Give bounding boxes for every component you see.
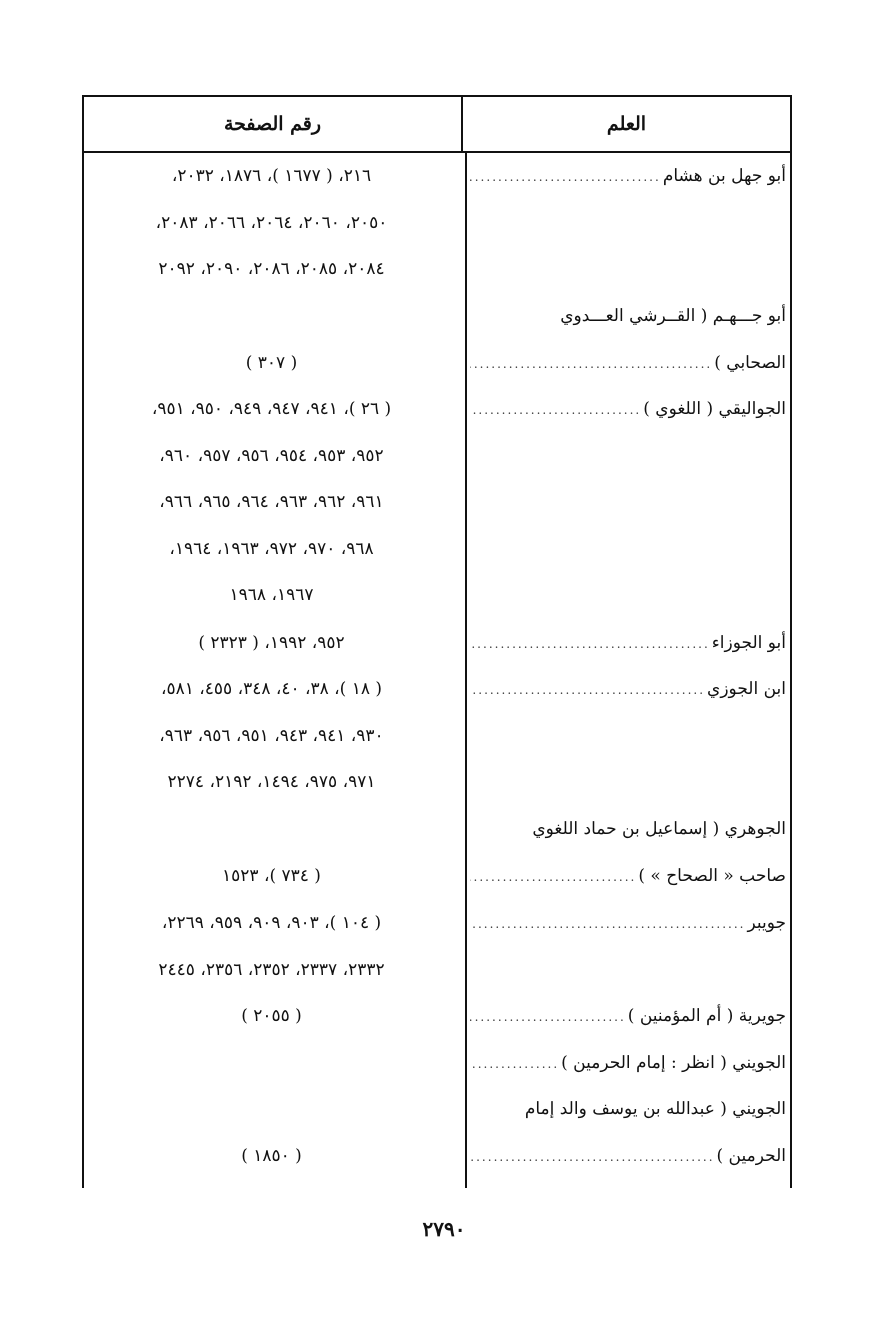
entry-pages-line: ٩٥٢، ٩٥٣، ٩٥٤، ٩٥٦، ٩٥٧، ٩٦٠، <box>159 445 384 466</box>
entry-pages-line: ٩٦٨، ٩٧٠، ٩٧٢، ١٩٦٣، ١٩٦٤، <box>169 538 374 559</box>
entry-name <box>470 1086 786 1180</box>
entry-pages <box>84 666 459 806</box>
entry-pages-line: ٢٣٣٢، ٢٣٣٧، ٢٣٥٢، ٢٣٥٦، ٢٤٤٥ <box>158 959 385 980</box>
entry-pages-line: ٢١٦، ( ١٦٧٧ )، ١٨٧٦، ٢٠٣٢، <box>171 166 372 186</box>
entry-name-line: الصحابي ) <box>714 352 786 373</box>
header-name: العلم <box>606 113 647 135</box>
leader-dots <box>470 667 705 714</box>
entry-pages-line: ( ٢٦ )، ٩٤١، ٩٤٧، ٩٤٩، ٩٥٠، ٩٥١، <box>151 399 392 419</box>
entry-pages <box>84 386 459 619</box>
entry-name-line: الجوهري ( إسماعيل بن حماد اللغوي <box>532 819 786 839</box>
entry-name-line: أبو جـــهـم ( القــرشي العـــدوي <box>560 306 786 326</box>
leader-dots <box>470 854 636 901</box>
entry-name <box>470 900 786 948</box>
entry-pages <box>84 993 459 1040</box>
leader-dots <box>470 994 626 1041</box>
entry-name-line: صاحب « الصحاح » ) <box>638 865 786 886</box>
table-header <box>82 95 792 153</box>
entry-pages-line: ٢٠٨٤، ٢٠٨٥، ٢٠٨٦، ٢٠٩٠، ٢٠٩٢ <box>158 259 385 279</box>
entry-name <box>470 153 786 201</box>
entry-name-line: الحرمين ) <box>716 1145 786 1166</box>
leader-dots <box>470 1134 715 1181</box>
entry-name-line: جويبر <box>747 913 786 933</box>
entry-name <box>470 620 786 668</box>
entry-pages-line <box>84 806 459 853</box>
leader-dots <box>470 621 710 668</box>
entry-name <box>470 806 786 900</box>
entry-name-line: الجويني ( انظر : إمام الحرمين ) <box>561 1053 786 1073</box>
entry-pages <box>84 806 459 899</box>
entry-name-line: الجويني ( عبدالله بن يوسف والد إمام <box>524 1099 786 1119</box>
entry-pages-line: ( ١٨ )، ٣٨، ٤٠، ٣٤٨، ٤٥٥، ٥٨١، <box>160 679 383 699</box>
entry-name-line: أبو الجوزاء <box>711 633 786 653</box>
leader-dots <box>470 1041 559 1088</box>
leader-dots <box>470 341 712 388</box>
entry-pages <box>84 293 459 386</box>
entry-name-line: جويرية ( أم المؤمنين ) <box>627 1006 786 1026</box>
entry-name <box>470 386 786 434</box>
entry-pages-line: ٩٥٢، ١٩٩٢، ( ٢٣٢٣ ) <box>198 633 345 653</box>
entry-pages <box>84 153 459 293</box>
entry-name <box>470 666 786 714</box>
entry-pages-line: ١٩٦٧، ١٩٦٨ <box>229 585 314 605</box>
entry-name <box>470 1040 786 1088</box>
entry-name <box>470 993 786 1041</box>
header-page-number: رقم الصفحة <box>84 97 463 151</box>
leader-dots <box>470 387 641 434</box>
entry-name-line: أبو جهل بن هشام <box>662 166 786 186</box>
entry-name <box>470 293 786 387</box>
entry-pages <box>84 900 459 993</box>
page-number: ٢٧٩٠ <box>422 1217 466 1241</box>
column-divider <box>465 153 467 1188</box>
entry-pages-line: ٢٠٥٠، ٢٠٦٠، ٢٠٦٤، ٢٠٦٦، ٢٠٨٣، <box>155 212 388 233</box>
entry-pages-line: ٩٧١، ٩٧٥، ١٤٩٤، ٢١٩٢، ٢٢٧٤ <box>167 772 376 792</box>
entry-name-line: ابن الجوزي <box>707 679 786 699</box>
entry-pages-line: ( ١٨٥٠ ) <box>241 1145 302 1166</box>
entry-pages-line <box>84 1086 459 1133</box>
entry-pages-line: ( ١٠٤ )، ٩٠٣، ٩٠٩، ٩٥٩، ٢٢٦٩، <box>161 913 382 933</box>
leader-dots <box>470 901 745 948</box>
entry-pages-line: ٩٣٠، ٩٤١، ٩٤٣، ٩٥١، ٩٥٦، ٩٦٣، <box>159 725 384 746</box>
entry-name-line: الجواليقي ( اللغوي ) <box>643 399 786 419</box>
entry-pages-line <box>84 293 459 340</box>
index-table <box>82 95 792 1188</box>
entry-pages-line: ( ٧٣٤ )، ١٥٢٣ <box>222 865 321 886</box>
entry-pages-line: ( ٢٠٥٥ ) <box>241 1006 302 1026</box>
entry-pages <box>84 1086 459 1179</box>
entry-pages-line: ٩٦١، ٩٦٢، ٩٦٣، ٩٦٤، ٩٦٥، ٩٦٦، <box>159 492 384 512</box>
entry-pages-line: ( ٣٠٧ ) <box>245 352 298 373</box>
leader-dots <box>470 154 661 201</box>
entry-pages <box>84 620 459 667</box>
table-body <box>82 153 792 1188</box>
